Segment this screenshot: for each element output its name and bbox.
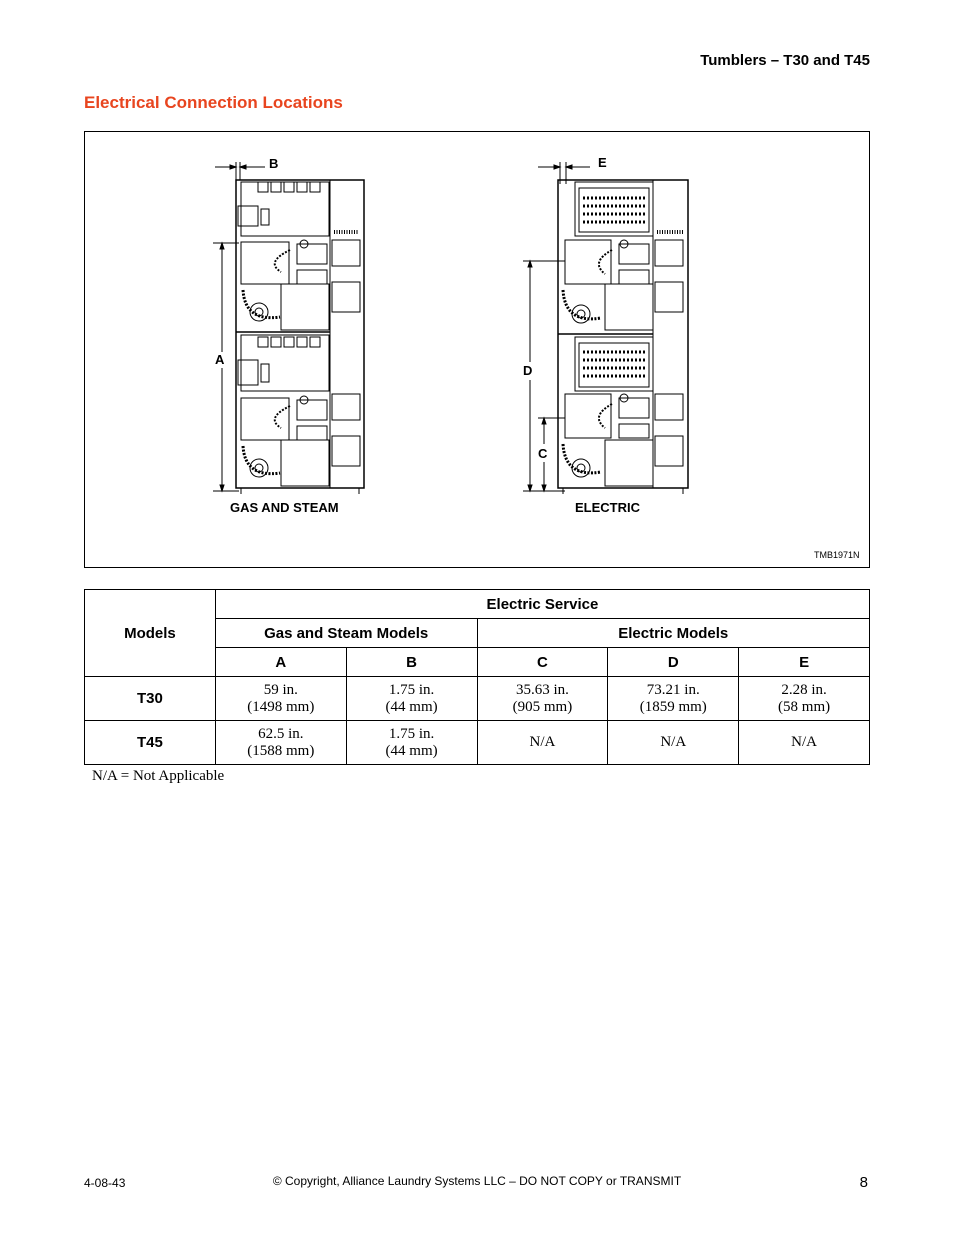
electric-caption: ELECTRIC	[575, 500, 640, 515]
dimension-b-lines	[215, 162, 265, 180]
dimension-a-label: A	[215, 352, 225, 367]
table-cell: 59 in. (1498 mm)	[215, 677, 346, 721]
dimension-b-label: B	[269, 156, 279, 171]
footer-doc-number: 4-08-43	[84, 1176, 126, 1190]
electric-machine-drawing	[558, 180, 688, 494]
table-cell: N/A	[477, 721, 608, 765]
footer-copyright: © Copyright, Alliance Laundry Systems LLC – DO NOT COPY or TRANSMIT	[272, 1174, 682, 1188]
table-cell: 2.28 in. (58 mm)	[739, 677, 870, 721]
section-title: Electrical Connection Locations	[84, 93, 343, 112]
electric-models-header: Electric Models	[477, 619, 870, 648]
dimension-e-label: E	[598, 155, 607, 170]
column-header-c: C	[477, 648, 608, 677]
column-header-e: E	[739, 648, 870, 677]
model-cell: T45	[85, 721, 216, 765]
table-note: N/A = Not Applicable	[92, 768, 225, 784]
dimension-a-lines	[213, 243, 239, 491]
table-cell: 73.21 in. (1859 mm)	[608, 677, 739, 721]
table-cell: 62.5 in. (1588 mm)	[215, 721, 346, 765]
connection-diagram	[85, 132, 869, 567]
dimension-d-label: D	[523, 363, 533, 378]
footer-page-number: 8	[859, 1174, 868, 1191]
figure-box	[84, 131, 870, 568]
model-cell: T30	[85, 677, 216, 721]
dimension-c-label: C	[538, 446, 548, 461]
electric-service-header: Electric Service	[215, 590, 869, 619]
page-header-title: Tumblers – T30 and T45	[700, 52, 870, 69]
gas-steam-models-header: Gas and Steam Models	[215, 619, 477, 648]
table-cell: 1.75 in. (44 mm)	[346, 677, 477, 721]
column-header-a: A	[215, 648, 346, 677]
table-row	[85, 677, 870, 721]
figure-code: TMB1971N	[814, 550, 860, 560]
gas-steam-caption: GAS AND STEAM	[230, 500, 339, 515]
models-header: Models	[85, 590, 216, 677]
column-header-d: D	[608, 648, 739, 677]
table-cell: 35.63 in. (905 mm)	[477, 677, 608, 721]
table-row	[85, 721, 870, 765]
gas-steam-machine-drawing	[236, 180, 364, 494]
table-cell: N/A	[608, 721, 739, 765]
column-header-b: B	[346, 648, 477, 677]
table-cell: 1.75 in. (44 mm)	[346, 721, 477, 765]
electric-service-table	[84, 589, 870, 765]
table-cell: N/A	[739, 721, 870, 765]
